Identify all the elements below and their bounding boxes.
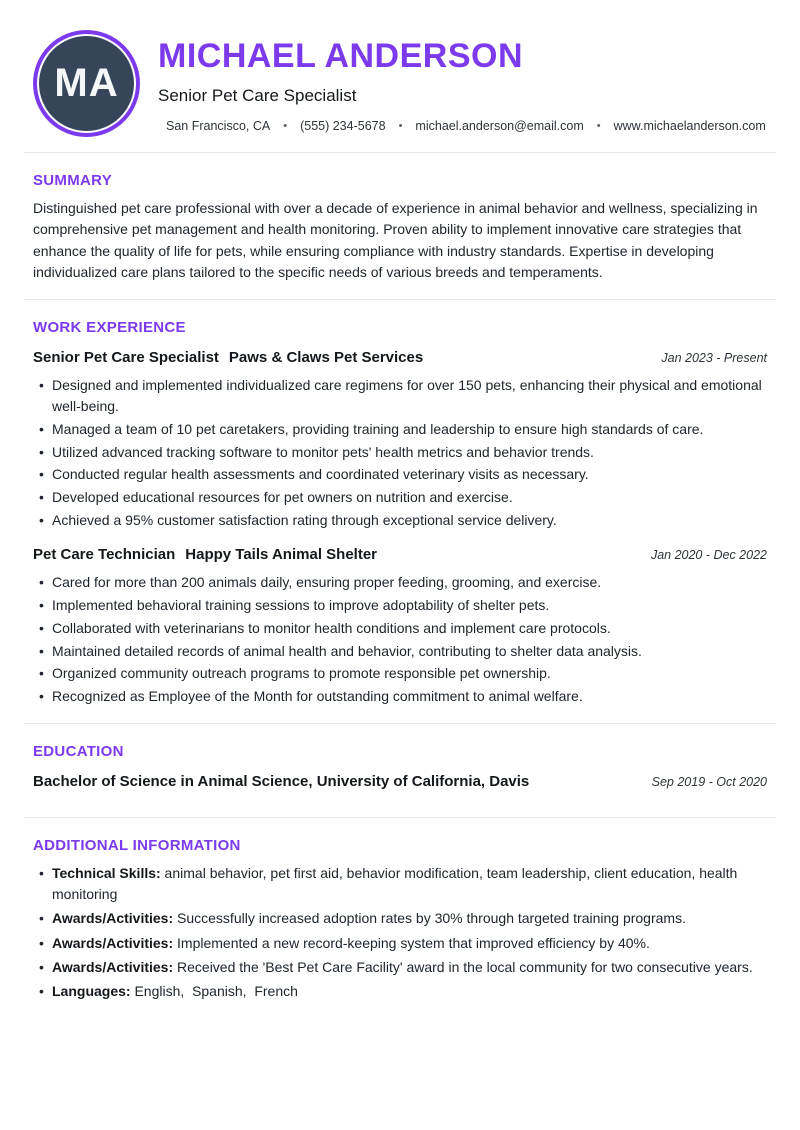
divider [24,299,776,300]
experience-heading: WORK EXPERIENCE [33,318,186,336]
dot-separator: • [398,120,403,132]
resume-header [33,30,767,137]
divider [24,723,776,724]
job-bullet: • Implemented behavioral training sessions to improve adoptability of shelter pets. [33,595,767,617]
job-title-company [33,349,423,366]
contact-location: San Francisco, CA [166,119,271,133]
additional-item-label: Technical Skills: [52,864,161,881]
contact-email: michael.anderson@email.com [415,119,584,133]
avatar [33,30,140,137]
education-dates: Sep 2019 - Oct 2020 [651,774,767,789]
job-company: Happy Tails Animal Shelter [185,546,377,564]
candidate-title: Senior Pet Care Specialist [158,86,357,105]
education-section [33,743,767,790]
header-text [158,30,766,133]
job-bullet-list [33,375,767,532]
additional-item-text: Implemented a new record-keeping system that improved efficiency by 40%. [173,934,650,951]
job-bullet: • Organized community outreach programs to promote responsible pet ownership. [33,663,767,685]
additional-item-label: Awards/Activities: [52,910,174,927]
additional-list [33,863,767,1003]
additional-item [33,981,767,1003]
job-bullet: • Maintained detailed records of animal health and behavior, contributing to shelter data analysis. [33,641,767,663]
summary-heading: SUMMARY [33,172,113,189]
job-bullet-list [33,572,767,707]
job-entry-header [33,349,767,366]
additional-item-label: Awards/Activities: [52,958,174,975]
job-entry [33,349,767,532]
additional-item-label: Awards/Activities: [52,934,174,951]
summary-text: Distinguished pet care professional with over a decade of experience in animal behavior and wellness, specializing in comprehensive pet management and health monitoring. Proven ability to implement innovative care strategies that enhance the quality of life for pets, while ensuring compliance with industry standards. Expertise in developing individualized care plans tailored to the specific needs of various breeds and temperaments. [33,200,758,281]
job-title: Pet Care Technician [33,546,176,564]
job-dates: Jan 2023 - Present [661,350,767,365]
job-dates: Jan 2020 - Dec 2022 [650,548,767,563]
additional-item-text: Successfully increased adoption rates by 30% through targeted training programs. [173,910,686,927]
contact-phone: (555) 234-5678 [300,119,386,133]
education-entry-header [33,773,767,790]
additional-item-text: animal behavior, pet first aid, behavior modification, team leadership, client education, health monitoring [52,864,742,903]
job-title: Senior Pet Care Specialist [33,348,219,366]
job-bullet: • Achieved a 95% customer satisfaction rating through exceptional service delivery. [33,510,767,532]
additional-item-text: English, Spanish, French [130,983,298,999]
education-heading: EDUCATION [33,742,124,760]
dot-separator: • [596,120,601,132]
education-degree: Bachelor of Science in Animal Science, University of California, Davis [33,772,530,790]
additional-item [33,957,767,979]
job-entry [33,546,767,707]
job-bullet: • Managed a team of 10 pet caretakers, providing training and leadership to ensure high standards of care. [33,419,767,441]
additional-item [33,933,767,955]
additional-item-text: Received the 'Best Pet Care Facility' award in the local community for two consecutive years. [173,958,753,975]
job-bullet: • Developed educational resources for pet owners on nutrition and exercise. [33,487,767,509]
additional-item [33,908,767,930]
job-company: Paws & Claws Pet Services [228,348,424,366]
dot-separator: • [283,120,288,132]
job-bullet: • Designed and implemented individualized care regimens for over 150 pets, enhancing their physical and emotional well-being. [33,375,767,418]
job-entry-header [33,546,767,563]
additional-item [33,863,767,906]
contact-website: www.michaelanderson.com [613,119,766,133]
job-bullet: • Utilized advanced tracking software to monitor pets' health metrics and behavior trends. [33,442,767,464]
divider [24,817,776,818]
job-bullet: • Recognized as Employee of the Month for outstanding commitment to animal welfare. [33,686,767,708]
job-bullet: • Cared for more than 200 animals daily, ensuring proper feeding, grooming, and exercise. [33,572,767,594]
additional-item-label: Languages: [52,983,131,999]
experience-section [33,319,767,708]
job-bullet: • Collaborated with veterinarians to monitor health conditions and implement care protocols. [33,618,767,640]
additional-section [33,837,767,1003]
additional-heading: ADDITIONAL INFORMATION [33,836,241,854]
divider [24,152,776,153]
candidate-name: MICHAEL ANDERSON [158,37,524,75]
summary-section [33,172,767,284]
contact-row [158,119,766,133]
job-bullet: • Conducted regular health assessments and coordinated veterinary visits as necessary. [33,464,767,486]
avatar-initials: MA [54,61,119,105]
job-title-company [33,546,377,563]
